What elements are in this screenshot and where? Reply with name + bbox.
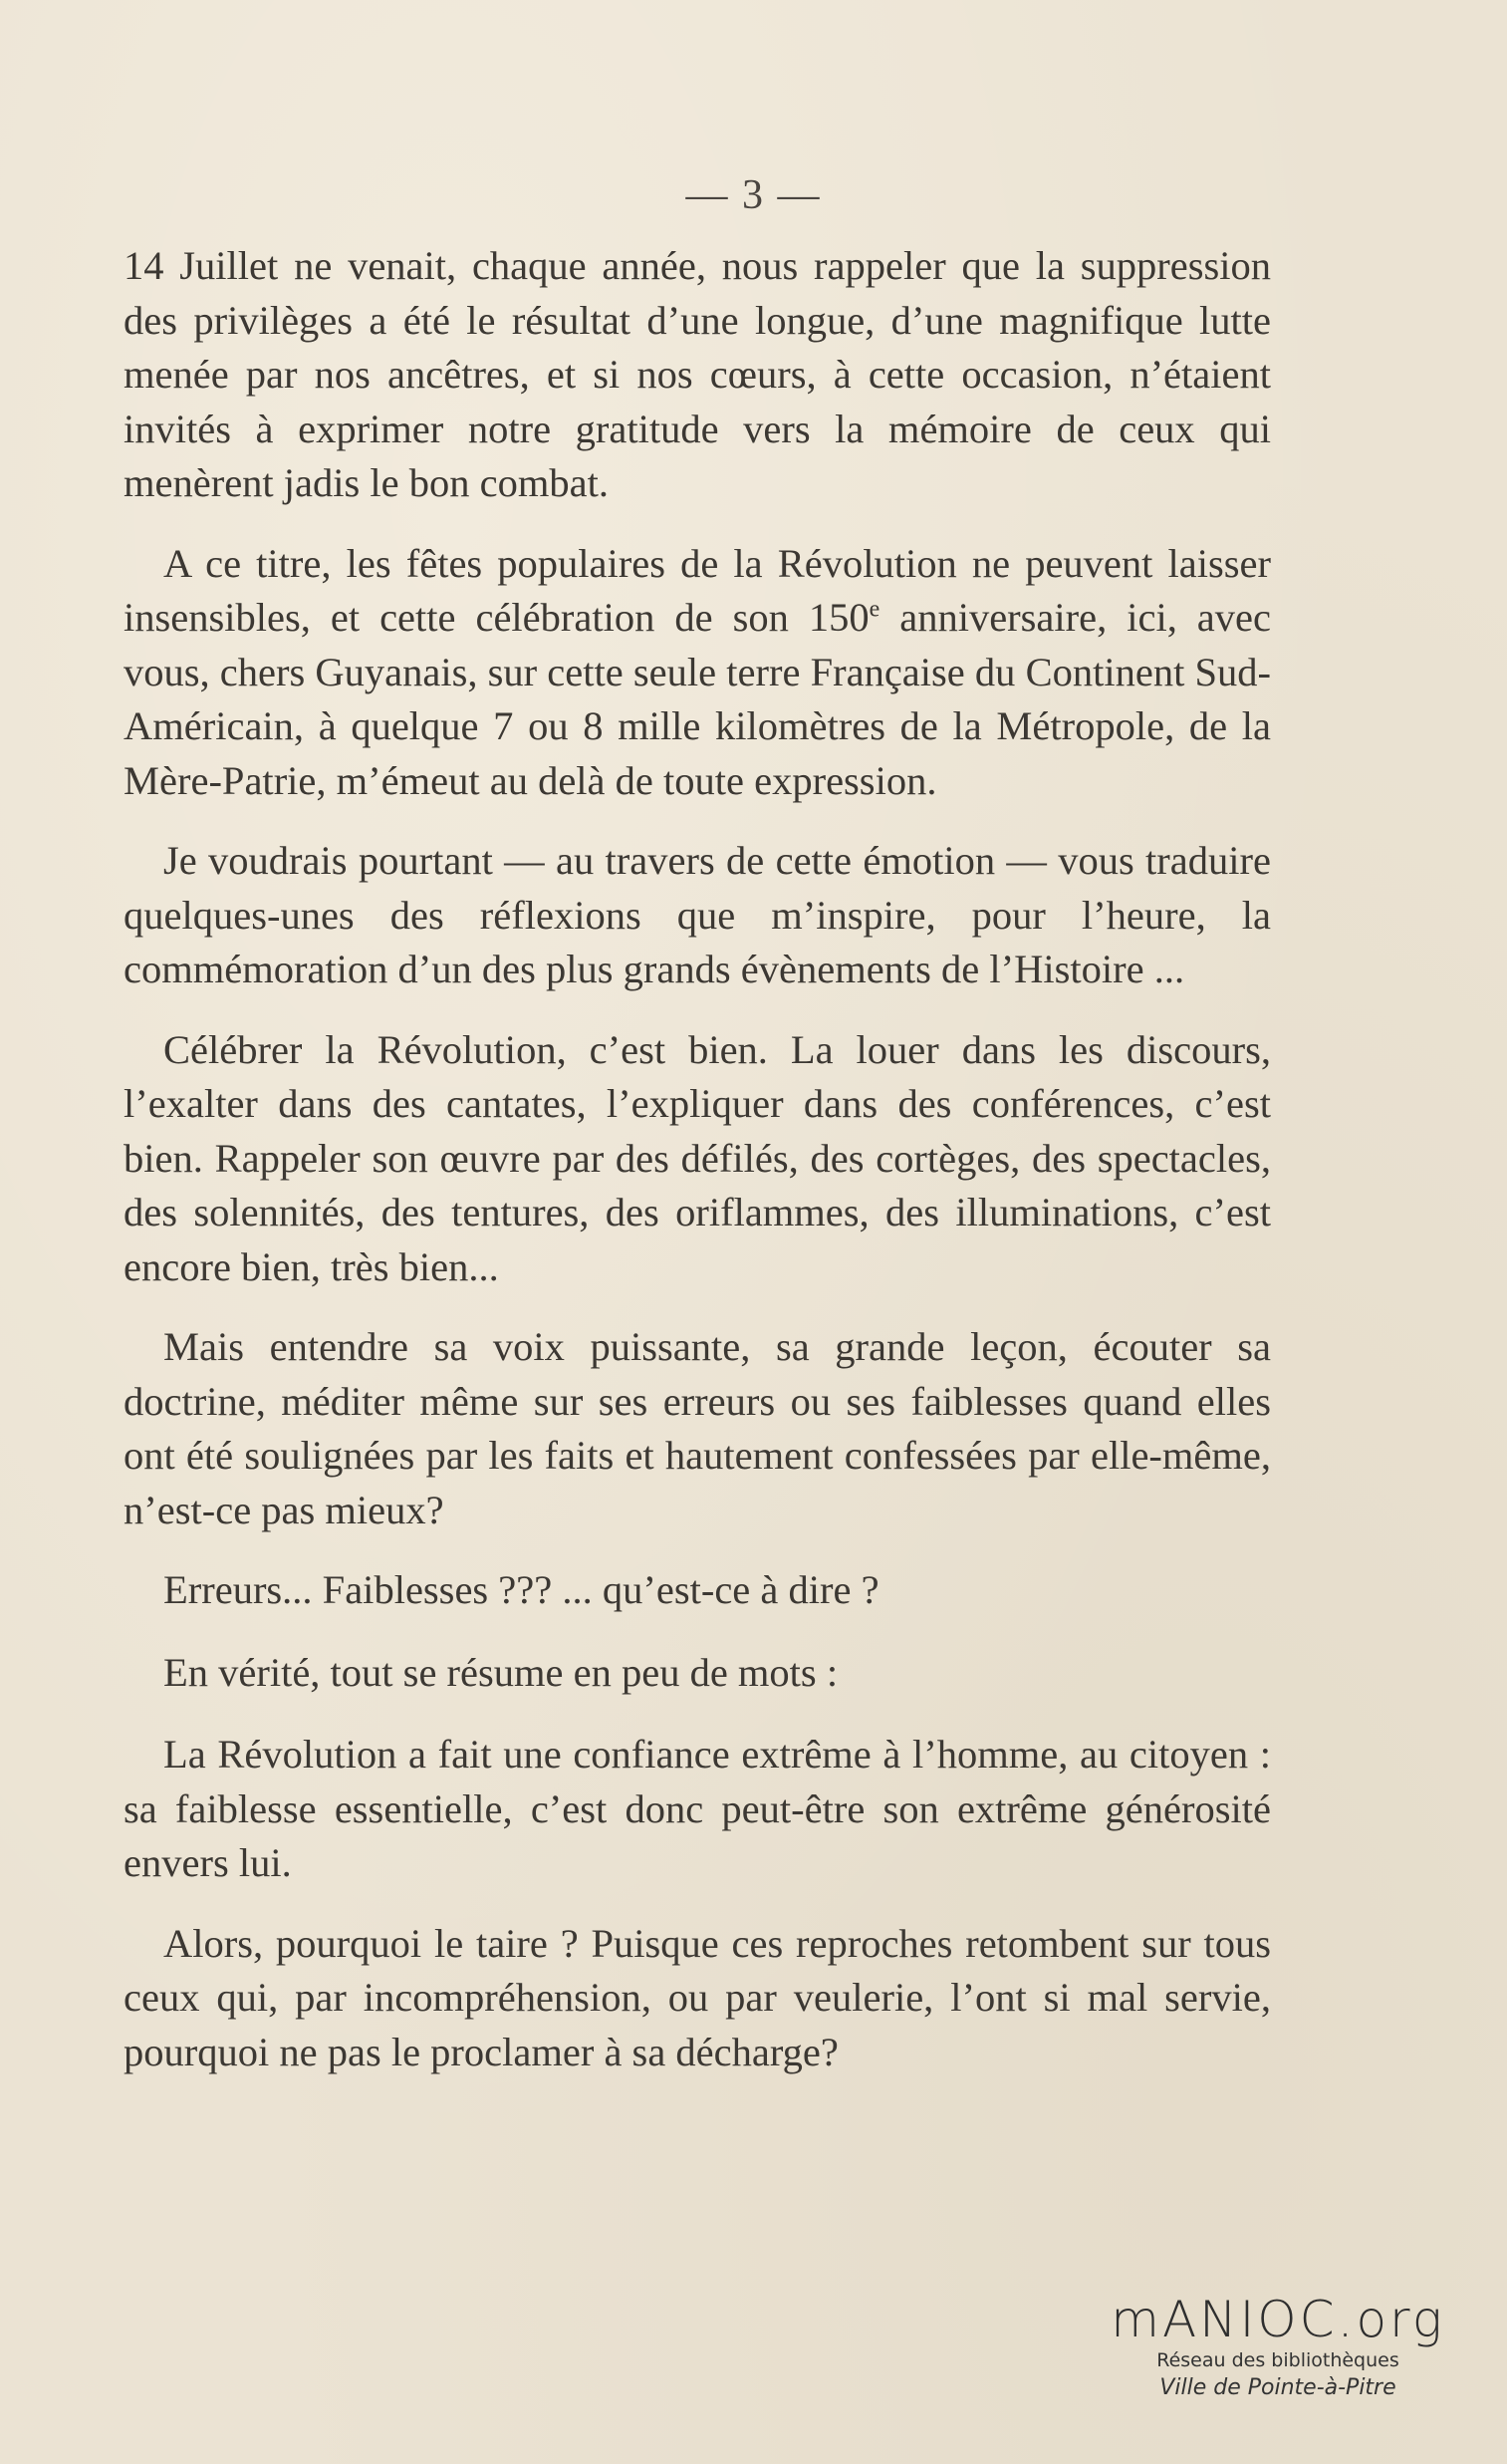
paragraph-text: anniversaire, ici, avec vous, chers Guyanais, sur cette seule terre Française du Continent Sud-Américain, à quelque 7 ou 8 mille kilomètres de la Métropole, de la Mère-Patrie, m’émeut au delà de toute expression. bbox=[124, 595, 1271, 803]
logo-city-label: Ville de Pointe-à-Pitre bbox=[1159, 2375, 1396, 2400]
paragraph: En vérité, tout se résume en peu de mots : bbox=[163, 1649, 839, 1695]
page-number: — 3 — bbox=[685, 172, 822, 218]
manioc-logo bbox=[1089, 2292, 1467, 2403]
paragraph: Erreurs... Faiblesses ??? ... qu’est-ce à dire ? bbox=[163, 1567, 879, 1612]
ordinal-superscript: e bbox=[869, 596, 880, 623]
paragraph: Mais entendre sa voix puissante, sa grande leçon, écouter sa doctrine, méditer même sur ses erreurs ou ses faiblesses quand elles ont été soulignées par les faits et hautement confessées par elle-même, n’est-ce pas mieux? bbox=[124, 1324, 1271, 1532]
paragraph: La Révolution a fait une confiance extrême à l’homme, au citoyen : sa faiblesse essentielle, c’est donc peut-être son extrême générosité envers lui. bbox=[124, 1732, 1271, 1885]
paragraph: 14 Juillet ne venait, chaque année, nous rappeler que la suppression des privilèges a été le résultat d’une longue, d’une magnifique lutte menée par nos ancêtres, et si nos cœurs, à cette occasion, n’étaient invités à exprimer notre gratitude vers la mémoire de ceux qui menèrent jadis le bon combat. bbox=[124, 243, 1271, 505]
body-text bbox=[124, 239, 1271, 2105]
logo-network-label: Réseau des bibliothèques bbox=[1156, 2349, 1399, 2371]
paragraph: Je voudrais pourtant — au travers de cette émotion — vous traduire quelques-unes des réflexions que m’inspire, pour l’heure, la commémoration d’un des plus grands évènements de l’Histoire ... bbox=[124, 838, 1271, 991]
paragraph: Célébrer la Révolution, c’est bien. La louer dans les discours, l’exalter dans des cantates, l’expliquer dans des conférences, c’est bien. Rappeler son œuvre par des défilés, des cortèges, des spectacles, des solennités, des tentures, des oriflammes, des illuminations, c’est encore bien, très bien... bbox=[124, 1026, 1271, 1289]
paragraph bbox=[124, 537, 1271, 809]
logo-brand: mANIOC.org bbox=[1111, 2291, 1445, 2348]
paragraph: Alors, pourquoi le taire ? Puisque ces reproches retombent sur tous ceux qui, par incompréhension, ou par veulerie, l’ont si mal servie, pourquoi ne pas le proclamer à sa décharge? bbox=[124, 1920, 1271, 2074]
paragraph-text: A ce titre, les fêtes populaires de la Révolution ne peuvent laisser insensibles, et cette célébration de son 150 bbox=[124, 540, 1271, 640]
